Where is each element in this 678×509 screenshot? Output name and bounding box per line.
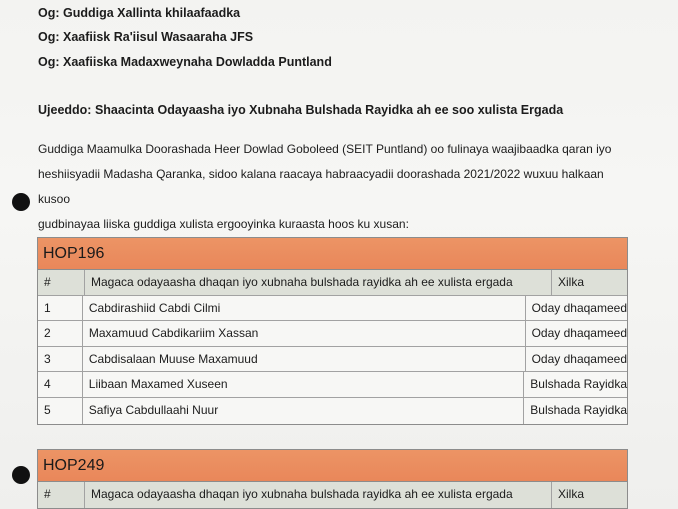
table-row bbox=[38, 398, 627, 424]
row-number: 1 bbox=[38, 296, 83, 321]
row-number: 3 bbox=[38, 347, 83, 372]
table-row bbox=[38, 296, 627, 322]
body-line-1: Guddiga Maamulka Doorashada Heer Dowlad Goboleed (SEIT Puntland) oo fulinaya waajibaadka qaran iyo bbox=[38, 142, 612, 156]
table-row bbox=[38, 321, 627, 347]
column-header-number: # bbox=[38, 270, 85, 295]
row-role: Oday dhaqameed bbox=[531, 300, 627, 315]
body-paragraph bbox=[38, 137, 632, 237]
table-title: HOP196 bbox=[38, 238, 627, 270]
row-name: Cabdisalaan Muuse Maxamuud bbox=[83, 347, 526, 372]
recipient-line-1: Og: Guddiga Xallinta khilaafaadka bbox=[38, 6, 241, 20]
recipient-line-3: Og: Xaafiiska Madaxweynaha Dowladda Puntland bbox=[38, 55, 332, 69]
column-header-name: Magaca odayaasha dhaqan iyo xubnaha bulshada rayidka ah ee xulista ergada bbox=[85, 482, 552, 508]
column-header-name: Magaca odayaasha dhaqan iyo xubnaha bulshada rayidka ah ee xulista ergada bbox=[85, 270, 552, 295]
recipient-line-2: Og: Xaafiisk Ra'iisul Wasaaraha JFS bbox=[38, 30, 254, 44]
body-line-2: heshiisyadii Madasha Qaranka, sidoo kalana raacaya habraacyadii doorashada 2021/2022 wuxuu halkaan kusoo bbox=[38, 167, 604, 206]
table-hop196 bbox=[37, 237, 628, 425]
table-hop249 bbox=[37, 449, 628, 509]
row-role: Bulshada Rayidka bbox=[530, 377, 627, 392]
subject-line: Ujeeddo: Shaacinta Odayaasha iyo Xubnaha Bulshada Rayidka ah ee soo xulista Ergada bbox=[38, 103, 564, 117]
row-number: 4 bbox=[38, 372, 83, 397]
row-role: Bulshada Rayidka bbox=[530, 402, 627, 417]
column-header-number: # bbox=[38, 482, 85, 508]
row-name: Maxamuud Cabdikariim Xassan bbox=[83, 321, 526, 346]
row-name: Liibaan Maxamed Xuseen bbox=[83, 372, 524, 397]
table-header-row bbox=[38, 270, 627, 296]
row-role: Oday dhaqameed bbox=[531, 326, 627, 341]
row-role: Oday dhaqameed bbox=[531, 351, 627, 366]
hole-punch-mark bbox=[12, 466, 30, 484]
column-header-role: Xilka bbox=[558, 275, 585, 289]
table-header-row bbox=[38, 482, 627, 508]
row-number: 5 bbox=[38, 398, 83, 424]
table-row bbox=[38, 372, 627, 398]
body-line-3: gudbinayaa liiska guddiga xulista ergooyinka kuraasta hoos ku xusan: bbox=[38, 217, 409, 231]
table-title: HOP249 bbox=[38, 450, 627, 482]
row-name: Cabdirashiid Cabdi Cilmi bbox=[83, 296, 526, 321]
column-header-role: Xilka bbox=[558, 487, 585, 501]
row-number: 2 bbox=[38, 321, 83, 346]
hole-punch-mark bbox=[12, 193, 30, 211]
table-row bbox=[38, 347, 627, 373]
row-name: Safiya Cabdullaahi Nuur bbox=[83, 398, 524, 424]
